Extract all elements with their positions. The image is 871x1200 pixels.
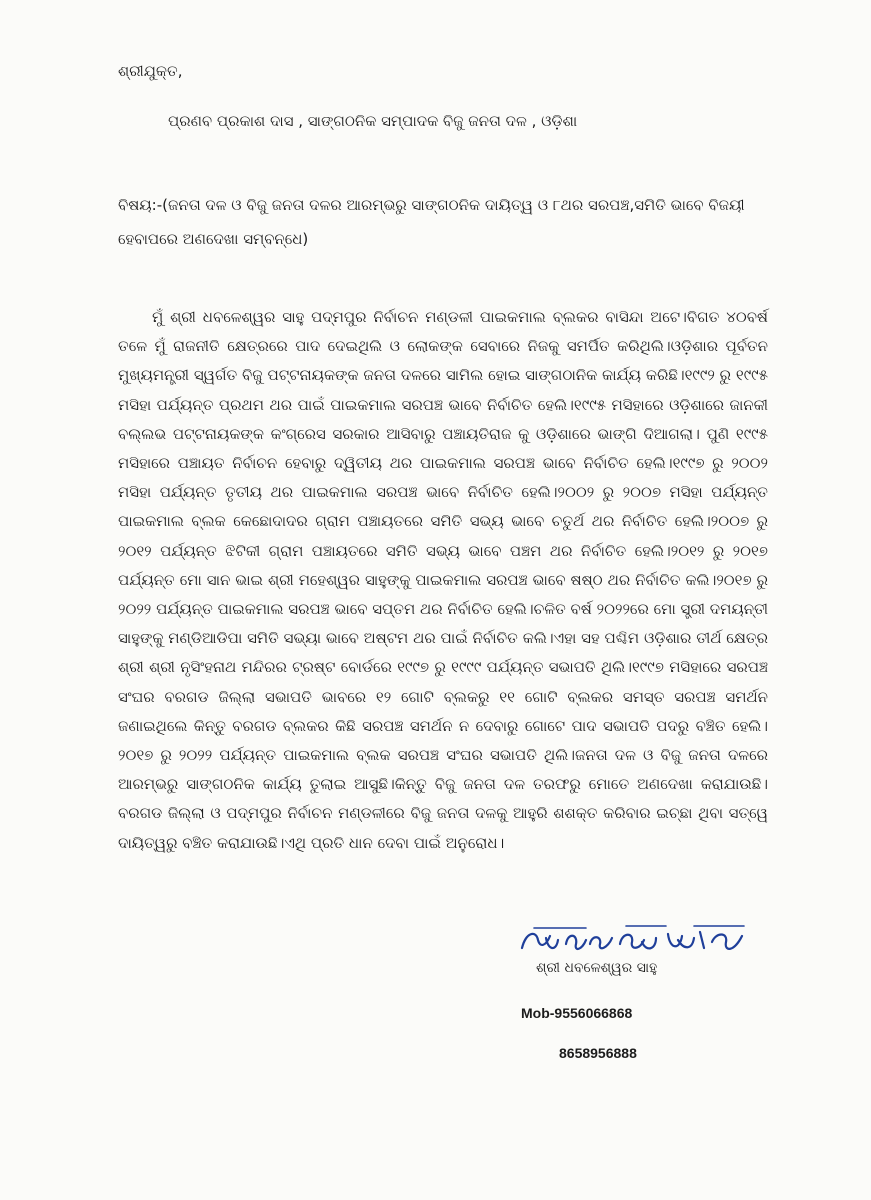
mobile-number-1: Mob-9556066868 <box>521 1005 633 1021</box>
salutation: ଶ୍ରୀଯୁକ୍ତ, <box>118 62 183 80</box>
signer-name: ଶ୍ରୀ ଧବଳେଶ୍ୱର ସାହୁ <box>536 960 658 976</box>
letter-body: ମୁଁ ଶ୍ରୀ ଧବଳେଶ୍ୱର ସାହୁ ପଦ୍ମପୁର ନିର୍ବାଚନ ମଣ୍ଡଳୀ ପାଇକମାଲ ବ୍ଲକର ବାସିନ୍ଦା ଅଟେ।ବିଗତ ୪୦ବର୍ଷ ତଳେ ମୁଁ ରାଜନୀତି କ୍ଷେତ୍ରରେ ପାଦ ଦେଇଥିଲି ଓ ଲୋକଙ୍କ ସେବାରେ ନିଜକୁ ସମର୍ପିତ କରିଥିଲି।ଓଡ଼ିଶାର ପୂର୍ବତନ ମୁଖ୍ୟମନ୍ତ୍ରୀ ସ୍ୱର୍ଗତ ବିଜୁ ପଟ୍ଟନାୟକଙ୍କ ଜନତା ଦଳରେ ସାମିଲ ହୋଇ ସାଙ୍ଗଠାନିକ କାର୍ଯ୍ୟ କରିଛି।୧୯୯୨ ରୁ ୧୯୯୫ ମସିହା ପର୍ଯ୍ୟନ୍ତ ପ୍ରଥମ ଥର ପାଇଁ ପାଇକମାଲ ସରପଞ୍ଚ ଭାବେ ନିର୍ବାଚିତ ହେଲି।୧୯୯୫ ମସିହାରେ ଓଡ଼ିଶାରେ ଜାନକୀ ବଲ୍ଲଭ ପଟ୍ଟନାୟକଙ୍କ କଂଗ୍ରେସ ସରକାର ଆସିବାରୁ ପଞ୍ଚାୟତିରାଜ କୁ ଓଡ଼ିଶାରେ ଭାଙ୍ଗି ଦିଆଗଲା। ପୁଣି ୧୯୯୫ ମସିହାରେ ପଞ୍ଚାୟତ ନିର୍ବାଚନ ହେବାରୁ ଦ୍ୱିତୀୟ ଥର ପାଇକମାଲ ସରପଞ୍ଚ ଭାବେ ନିର୍ବାଚିତ ହେଲି।୧୯୯୭ ରୁ ୨୦୦୨ ମସିହା ପର୍ଯ୍ୟନ୍ତ ତୃତୀୟ ଥର ପାଇକମାଲ ସରପଞ୍ଚ ଭାବେ ନିର୍ବାଚିତ ହେଲି।୨୦୦୨ ରୁ ୨୦୦୭ ମସିହା ପର୍ଯ୍ୟନ୍ତ ପାଇକମାଲ ବ୍ଲକ କେଛୋଦାଦର ଗ୍ରାମ ପଞ୍ଚାୟତରେ ସମିତି ସଭ୍ୟ ଭାବେ ଚତୁର୍ଥ ଥର ନିର୍ବାଚିତ ହେଲି।୨୦୦୭ ରୁ ୨୦୧୨ ପର୍ଯ୍ୟନ୍ତ ଝିଟିକୀ ଗ୍ରାମ ପଞ୍ଚାୟତରେ ସମିତି ସଭ୍ୟ ଭାବେ ପଞ୍ଚମ ଥର ନିର୍ବାଚିତ ହେଲି।୨୦୧୨ ରୁ ୨୦୧୭ ପର୍ଯ୍ୟନ୍ତ ମୋ ସାନ ଭାଇ ଶ୍ରୀ ମହେଶ୍ୱର ସାହୁଙ୍କୁ ପାଇକମାଲ ସରପଞ୍ଚ ଭାବେ ଷଷ୍ଠ ଥର ନିର୍ବାଚିତ କଲି।୨୦୧୭ ରୁ ୨୦୨୨ ପର୍ଯ୍ୟନ୍ତ ପାଇକମାଲ ସରପଞ୍ଚ ଭାବେ ସପ୍ତମ ଥର ନିର୍ବାଚିତ ହେଲି।ଚଳିତ ବର୍ଷ ୨୦୨୨ରେ ମୋ ସ୍ତ୍ରୀ ଦମୟନ୍ତୀ ସାହୁଙ୍କୁ ମଣ୍ଡିଆଡିପା ସମିତି ସଭ୍ୟା ଭାବେ ଅଷ୍ଟମ ଥର ପାଇଁ ନିର୍ବାଚିତ କଲି।ଏହା ସହ ପଶ୍ଚିମ ଓଡ଼ିଶାର ତୀର୍ଥ କ୍ଷେତ୍ର ଶ୍ରୀ ଶ୍ରୀ ନୃସିଂହନାଥ ମନ୍ଦିରର ଟ୍ରଷ୍ଟ ବୋର୍ଡରେ ୧୯୯୭ ରୁ ୧୯୯୯ ପର୍ଯ୍ୟନ୍ତ ସଭାପତି ଥିଲି।୧୯୯୭ ମସିହାରେ ସରପଞ୍ଚ ସଂଘର ବରଗଡ ଜିଲ୍ଲା ସଭାପତି ଭାବରେ ୧୨ ଗୋଟି ବ୍ଲକରୁ ୧୧ ଗୋଟି ବ୍ଲକର ସମସ୍ତ ସରପଞ୍ଚ ସମର୍ଥନ ଜଣାଇଥିଲେ କିନ୍ତୁ ବରଗଡ ବ୍ଲକର କିଛି ସରପଞ୍ଚ ସମର୍ଥନ ନ ଦେବାରୁ ଗୋଟେ ପାଦ ସଭାପତି ପଦରୁ ବଞ୍ଚିତ ହେଲି। ୨୦୧୭ ରୁ ୨୦୨୨ ପର୍ଯ୍ୟନ୍ତ ପାଇକମାଲ ବ୍ଲକ ସରପଞ୍ଚ ସଂଘର ସଭାପତି ଥିଲି।ଜନତା ଦଳ ଓ ବିଜୁ ଜନତା ଦଳରେ ଆରମ୍ଭରୁ ସାଙ୍ଗଠନିକ କାର୍ଯ୍ୟ ତୁଲାଇ ଆସୁଛି।କିନ୍ତୁ ବିଜୁ ଜନତା ଦଳ ତରଫରୁ ମୋତେ ଅଣଦେଖା କରାଯାଉଛି।ବରଗଡ ଜିଲ୍ଲା ଓ ପଦ୍ମପୁର ନିର୍ବାଚନ ମଣ୍ଡଳୀରେ ବିଜୁ ଜନତା ଦଳକୁ ଆହୁରି ଶଶକ୍ତ କରିବାର ଇଚ୍ଛା ଥିବା ସତ୍ୱେ ଦାୟିତ୍ୱରୁ ବଞ୍ଚିତ କରାଯାଉଛି।ଏଥି ପ୍ରତି ଧାନ ଦେବା ପାଇଁ ଅନୁରୋଧ। <box>118 308 768 852</box>
recipient-line: ପ୍ରଣବ ପ୍ରକାଶ ଦାସ , ସାଙ୍ଗଠନିକ ସମ୍ପାଦକ ବିଜୁ ଜନତା ଦଳ , ଓଡ଼ିଶା <box>168 112 578 130</box>
handwritten-signature <box>516 914 756 964</box>
subject-line: ବିଷୟ:-(ଜନତା ଦଳ ଓ ବିଜୁ ଜନତା ଦଳର ଆରମ୍ଭରୁ ସାଙ୍ଗଠନିକ ଦାୟିତ୍ୱ ଓ ୮ଥର ସରପଞ୍ଚ,ସମିତି ଭାବେ ବିଜୟୀ ହେବାପରେ ଅଣଦେଖା ସମ୍ବନ୍ଧେ) <box>118 196 745 248</box>
mobile-number-2: 8658956888 <box>559 1045 637 1061</box>
